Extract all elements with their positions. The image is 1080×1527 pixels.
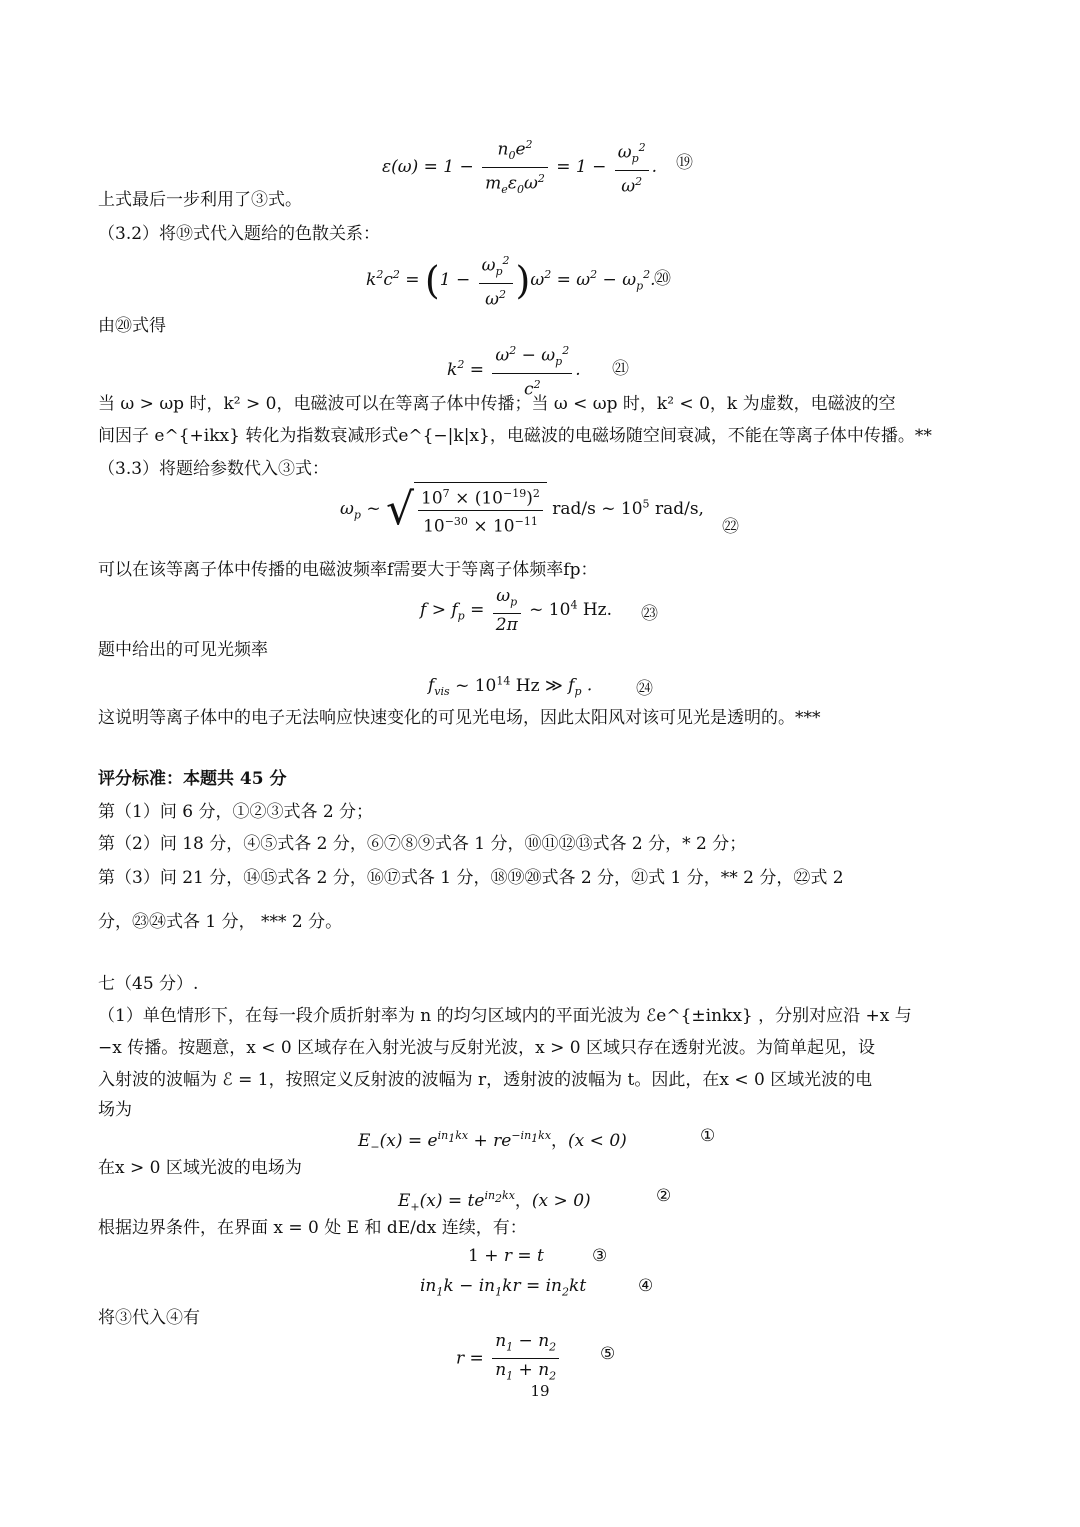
equation-number-1: ① — [700, 1126, 716, 1146]
question-heading: 七（45 分）. — [98, 974, 199, 994]
text-line: 这说明等离子体中的电子无法响应快速变化的可见光电场，因此太阳风对该可见光是透明的。*** — [98, 708, 821, 728]
text-line: 在x > 0 区域光波的电场为 — [98, 1158, 302, 1178]
equation-number-24: ㉔ — [636, 679, 653, 699]
text-line: （3.3）将题给参数代入③式： — [98, 459, 330, 479]
text-line: 入射波的波幅为 ℰ = 1，按照定义反射波的波幅为 r，透射波的波幅为 t。因此，在x < 0 区域光波的电 — [98, 1070, 873, 1090]
text-line: 场为 — [98, 1100, 132, 1120]
equation-23: $f > f_p$ = $\frac{\omega_p}{2\pi}$ ~ $10^4$ Hz. — [420, 586, 613, 636]
scoring-line: 第（2）问 18 分，④⑤式各 2 分，⑥⑦⑧⑨式各 1 分，⑩⑪⑫⑬式各 2 分，* 2 分； — [98, 834, 747, 854]
text-line: 当 ω > ωp 时，k² > 0，电磁波可以在等离子体中传播；当 ω < ωp 时，k² < 0，k 为虚数，电磁波的空 — [98, 394, 896, 414]
text-line: 间因子 e^{+ikx} 转化为指数衰减形式e^{−|k|x}，电磁波的电磁场随空间衰减，不能在等离子体中传播。** — [98, 426, 932, 446]
equation-4: $in_1k - in_1kr = in_2kt$ — [420, 1276, 587, 1299]
equation-3: 1 + r = t — [468, 1246, 544, 1266]
equation-5: r = $\frac{n_1 - n_2}{n_1 + n_2}$ — [456, 1330, 562, 1388]
equation-number-3: ③ — [592, 1246, 608, 1266]
text-line: 上式最后一步利用了③式。 — [98, 190, 302, 210]
equation-22: $\omega_p$ ~ √ $\frac{10^7 \times (10^{-19})^2}{10^{-30} \times 10^{-11}}$ rad/s ~ $10^5$ rad/s, — [340, 482, 704, 537]
text-line: 根据边界条件，在界面 x = 0 处 E 和 dE/dx 连续，有： — [98, 1218, 527, 1238]
text-line: 可以在该等离子体中传播的电磁波频率f需要大于等离子体频率fp： — [98, 560, 598, 580]
text-line: （3.2）将⑲式代入题给的色散关系： — [98, 224, 381, 244]
equation-number-23: ㉓ — [641, 604, 658, 624]
equation-19: ε(ω) = 1 − $\frac{n_0e^2}{m_e\varepsilon_0\omega^2}$ = 1 − $\frac{\omega_p^2}{\omega^2}$ . — [382, 134, 657, 201]
equation-number-5: ⑤ — [600, 1344, 616, 1364]
equation-20: $k^2c^2 = (1$ − $\frac{\omega_p^2}{\omega^2}$ )$\omega^2 = \omega^2 - \omega_p^2$. — [366, 250, 656, 311]
equation-1: $E_-(x) = e^{in_1kx} + re^{-in_1kx}$，(x < 0) — [358, 1129, 627, 1154]
equation-number-2: ② — [656, 1186, 672, 1206]
scoring-title: 评分标准：本题共 45 分 — [98, 769, 287, 789]
scoring-line: 第（1）问 6 分，①②③式各 2 分； — [98, 802, 374, 822]
equation-24: $f_{vis}$ ~ $10^{14}$ Hz ≫ $f_p$ . — [428, 674, 593, 699]
text-line: 题中给出的可见光频率 — [98, 640, 268, 660]
equation-number-21: ㉑ — [612, 359, 629, 379]
scoring-line: 分，㉓㉔式各 1 分， *** 2 分。 — [98, 912, 343, 932]
text-line: （1）单色情形下，在每一段介质折射率为 n 的均匀区域内的平面光波为 ℰe^{±inkx} ，分别对应沿 +x 与 — [98, 1006, 912, 1026]
equation-2: $E_+(x) = te^{in_2kx}$，(x > 0) — [398, 1189, 591, 1214]
page-number: 19 — [530, 1382, 550, 1400]
text-line: 由⑳式得 — [98, 316, 166, 336]
equation-number-19: ⑲ — [676, 153, 693, 173]
equation-number-4: ④ — [638, 1276, 654, 1296]
equation-number-20: ⑳ — [654, 269, 671, 289]
text-line: −x 传播。按题意，x < 0 区域存在入射光波与反射光波，x > 0 区域只存在透射光波。为简单起见，设 — [98, 1038, 875, 1058]
text-line: 将③代入④有 — [98, 1308, 200, 1328]
scoring-line: 第（3）问 21 分，⑭⑮式各 2 分，⑯⑰式各 1 分，⑱⑲⑳式各 2 分，㉑式 1 分，** 2 分，㉒式 2 — [98, 868, 844, 888]
equation-21: $k^2$ = $\frac{\omega^2 - \omega_p^2}{c^2}$ . — [447, 340, 581, 401]
equation-number-22: ㉒ — [722, 517, 739, 537]
